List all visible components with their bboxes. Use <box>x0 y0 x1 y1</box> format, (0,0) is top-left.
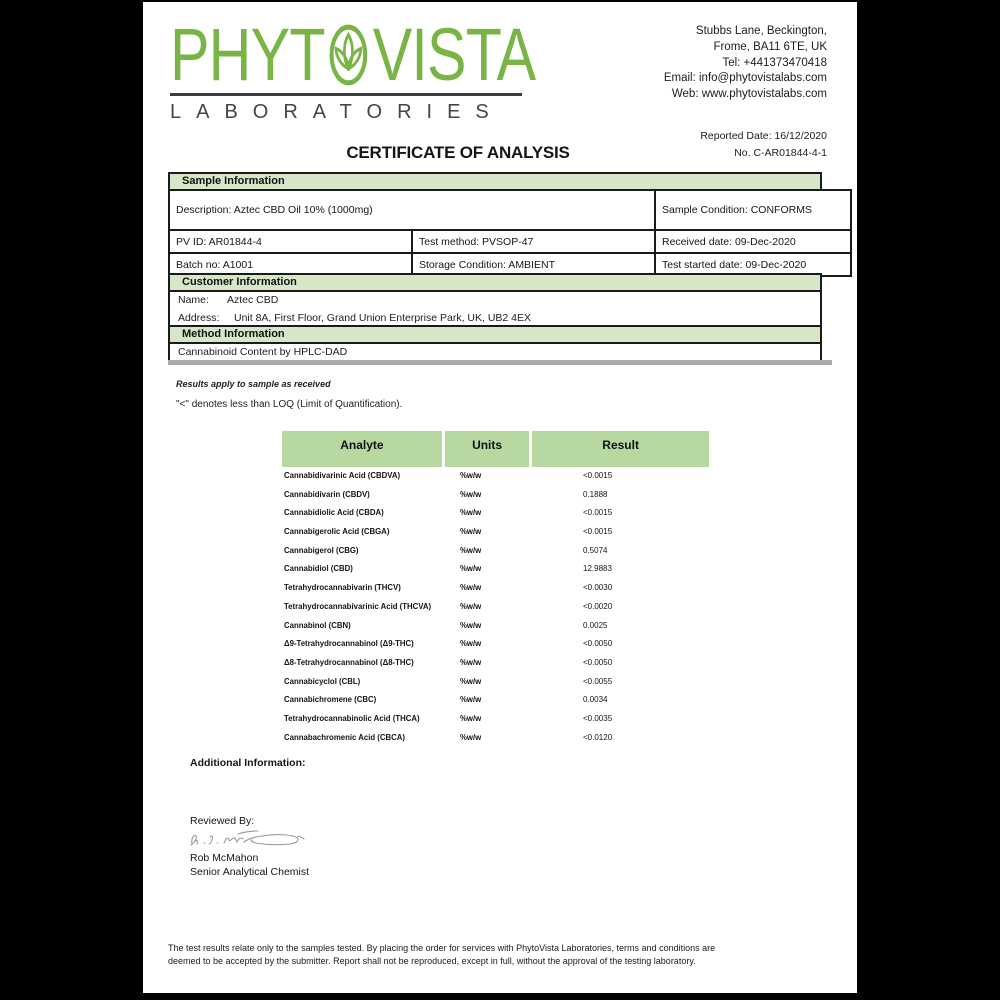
analyte-units: %w/w <box>460 676 482 686</box>
storage-condition-cell: Storage Condition: AMBIENT <box>412 253 655 276</box>
sample-information-section <box>168 172 822 277</box>
received-date-cell: Received date: 09-Dec-2020 <box>655 230 851 253</box>
sample-description-cell: Description: Aztec CBD Oil 10% (1000mg) <box>169 190 655 230</box>
results-table-row <box>282 617 709 636</box>
test-method-cell: Test method: PVSOP-47 <box>412 230 655 253</box>
analyte-result: 0.0025 <box>583 620 608 630</box>
contact-web: Web: www.phytovistalabs.com <box>671 88 827 101</box>
customer-address-line <box>178 312 812 324</box>
results-table-body <box>282 467 709 747</box>
analyte-result: 0.5074 <box>583 545 608 555</box>
analyte-name: Cannabachromenic Acid (CBCA) <box>284 732 406 742</box>
signature-image <box>186 824 306 854</box>
page-title: CERTIFICATE OF ANALYSIS <box>346 143 570 162</box>
reviewer-name: Rob McMahon <box>190 852 259 864</box>
analyte-units: %w/w <box>460 695 482 705</box>
results-table-row <box>282 467 709 486</box>
sample-condition-cell: Sample Condition: CONFORMS <box>655 190 851 230</box>
results-header-units: Units <box>445 431 529 467</box>
analyte-units: %w/w <box>460 620 482 630</box>
analyte-units: %w/w <box>460 471 482 480</box>
batch-no-cell: Batch no: A1001 <box>169 253 412 276</box>
contact-email: Email: info@phytovistalabs.com <box>663 72 827 85</box>
analyte-result: <0.0050 <box>583 657 613 667</box>
results-table-row <box>282 504 709 523</box>
results-header-analyte: Analyte <box>282 431 442 467</box>
analyte-name: Cannabidivarin (CBDV) <box>284 489 370 499</box>
customer-information-header: Customer Information <box>168 273 822 292</box>
analyte-units: %w/w <box>460 732 482 742</box>
analyte-name: Cannabinol (CBN) <box>284 620 351 630</box>
leaf-o-icon <box>326 23 371 87</box>
results-note-loq: "<" denotes less than LOQ (Limit of Quantification). <box>176 399 403 410</box>
customer-information-section <box>168 273 822 330</box>
analyte-name: Cannabidivarinic Acid (CBDVA) <box>284 471 401 480</box>
test-started-date-cell: Test started date: 09-Dec-2020 <box>655 253 851 276</box>
results-table-row <box>282 579 709 598</box>
analyte-units: %w/w <box>460 527 482 537</box>
report-number: No. C-AR01844-4-1 <box>734 147 827 159</box>
analyte-result: <0.0020 <box>583 601 613 611</box>
results-table <box>282 431 709 747</box>
brand-text-right: VISTA <box>372 13 536 96</box>
analyte-name: Cannabigerol (CBG) <box>284 545 359 555</box>
reported-date: Reported Date: 16/12/2020 <box>700 130 827 142</box>
contact-address-line: Stubbs Lane, Beckington, <box>695 25 827 37</box>
certificate-page <box>143 2 857 993</box>
results-table-row <box>282 635 709 654</box>
analyte-name: Tetrahydrocannabivarinic Acid (THCVA) <box>284 601 432 611</box>
analyte-units: %w/w <box>460 657 482 667</box>
phytovista-logo <box>170 13 627 124</box>
pv-id-cell: PV ID: AR01844-4 <box>169 230 412 253</box>
analyte-units: %w/w <box>460 639 482 649</box>
analyte-result: 12.9883 <box>583 564 612 574</box>
customer-address-label: Address: <box>178 312 220 324</box>
analyte-name: Tetrahydrocannabinolic Acid (THCA) <box>284 713 420 723</box>
results-table-row <box>282 710 709 729</box>
analyte-units: %w/w <box>460 508 482 518</box>
analyte-result: 0.0034 <box>583 695 608 705</box>
contact-phone: Tel: +441373470418 <box>722 56 827 69</box>
sample-information-table <box>168 189 852 277</box>
analyte-result: <0.0035 <box>583 713 613 723</box>
analyte-name: Δ9-Tetrahydrocannabinol (Δ9-THC) <box>284 639 414 649</box>
method-information-header: Method Information <box>168 325 822 344</box>
results-table-row <box>282 523 709 542</box>
analyte-units: %w/w <box>460 545 482 555</box>
sample-information-header: Sample Information <box>168 172 822 191</box>
analyte-result: <0.0015 <box>583 527 613 537</box>
analyte-name: Δ8-Tetrahydrocannabinol (Δ8-THC) <box>284 657 414 667</box>
results-table-row <box>282 598 709 617</box>
analyte-result: <0.0050 <box>583 639 613 649</box>
additional-information-label: Additional Information: <box>190 757 306 769</box>
brand-subtitle: LABORATORIES <box>170 101 504 123</box>
customer-name-line <box>178 294 812 306</box>
analyte-result: <0.0015 <box>583 471 613 480</box>
results-table-row <box>282 560 709 579</box>
reviewer-title: Senior Analytical Chemist <box>190 866 310 878</box>
lab-contact-block <box>664 24 827 103</box>
customer-name-label: Name: <box>178 294 209 306</box>
results-table-header <box>282 431 709 467</box>
results-header-result: Result <box>532 431 709 467</box>
results-table-row <box>282 673 709 692</box>
results-table-row <box>282 486 709 505</box>
reviewer-identity <box>190 851 309 879</box>
analyte-result: 0.1888 <box>583 489 608 499</box>
method-information-box: Cannabinoid Content by HPLC-DAD <box>168 342 822 364</box>
customer-address-value: Unit 8A, First Floor, Grand Union Enterprise Park, UK, UB2 4EX <box>234 312 532 324</box>
analyte-name: Cannabigerolic Acid (CBGA) <box>284 527 390 537</box>
analyte-units: %w/w <box>460 583 482 593</box>
analyte-result: <0.0120 <box>583 732 613 742</box>
analyte-name: Tetrahydrocannabivarin (THCV) <box>284 583 401 593</box>
analyte-units: %w/w <box>460 489 482 499</box>
analyte-result: <0.0030 <box>583 583 613 593</box>
results-table-row <box>282 729 709 748</box>
customer-information-box <box>168 290 822 330</box>
results-note-sample-as-received: Results apply to sample as received <box>176 379 331 389</box>
brand-wordmark <box>170 13 536 96</box>
contact-address-line: Frome, BA11 6TE, UK <box>713 40 827 53</box>
section-divider-rule <box>168 360 832 365</box>
analyte-units: %w/w <box>460 713 482 723</box>
customer-name-value: Aztec CBD <box>227 294 279 306</box>
footer-line-2: deemed to be accepted by the submitter. Report shall not be reproduced, except in full, without the approval of the testing laboratory. <box>168 956 696 966</box>
analyte-units: %w/w <box>460 601 482 611</box>
analyte-name: Cannabidiol (CBD) <box>284 564 353 574</box>
footer-disclaimer <box>168 942 840 968</box>
analyte-name: Cannabidiolic Acid (CBDA) <box>284 508 384 518</box>
analyte-name: Cannabicyclol (CBL) <box>284 676 361 686</box>
analyte-result: <0.0055 <box>583 676 613 686</box>
method-information-section <box>168 325 822 364</box>
reviewed-by-label: Reviewed By: <box>190 815 255 827</box>
brand-text-left: PHYT <box>170 13 325 96</box>
analyte-units: %w/w <box>460 564 482 574</box>
analyte-result: <0.0015 <box>583 508 613 518</box>
footer-line-1: The test results relate only to the samples tested. By placing the order for services with PhytoVista Laboratories, terms and conditions are <box>168 943 716 953</box>
results-table-row <box>282 691 709 710</box>
results-table-row <box>282 654 709 673</box>
results-table-row <box>282 542 709 561</box>
analyte-name: Cannabichromene (CBC) <box>284 695 377 705</box>
